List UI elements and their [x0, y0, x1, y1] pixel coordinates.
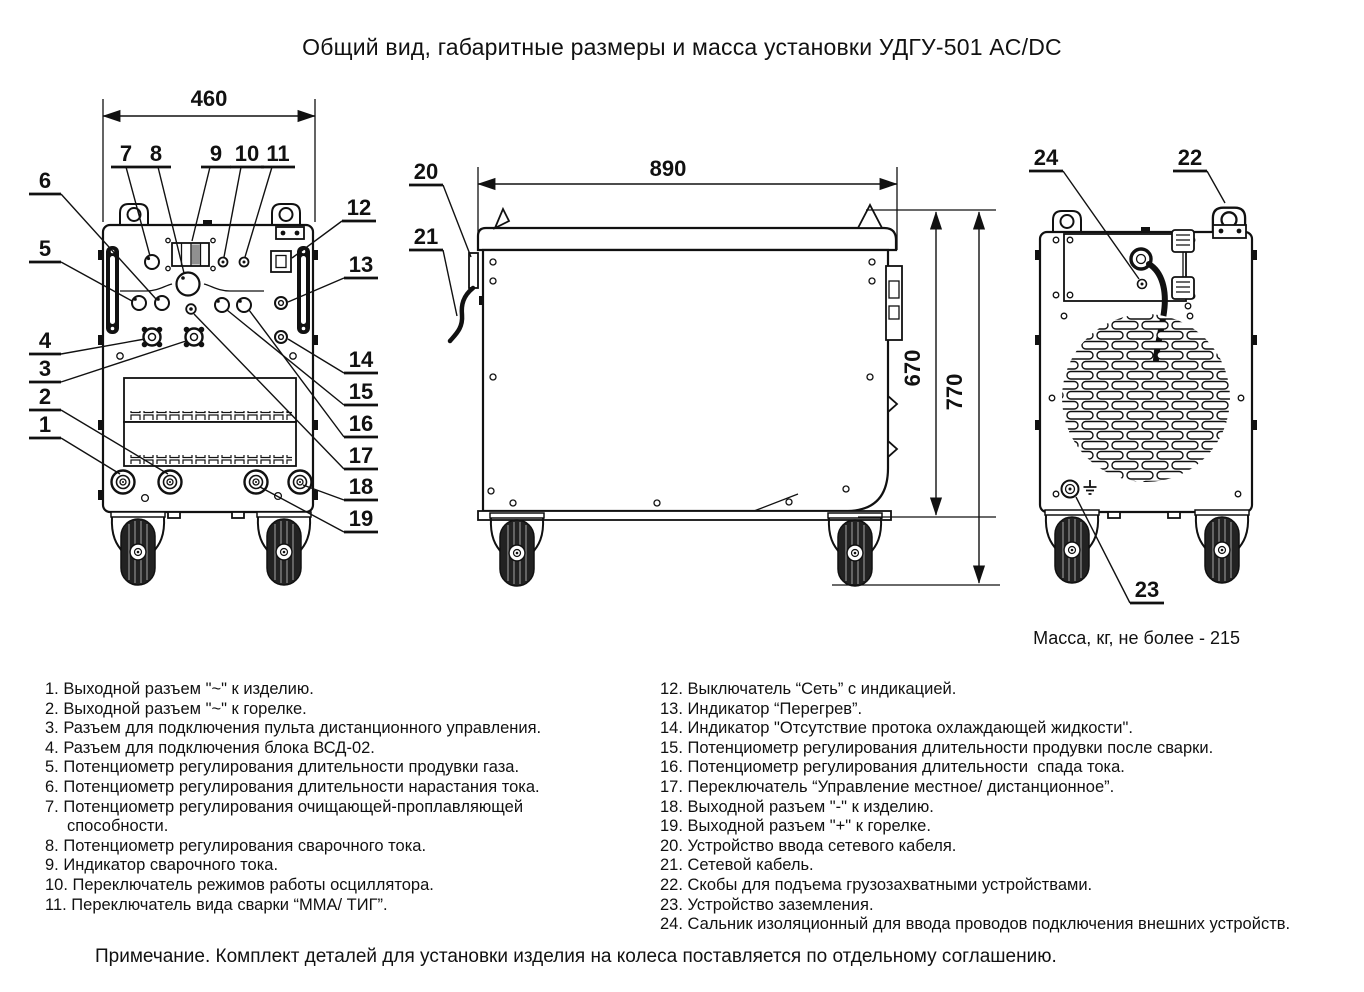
- svg-text:22: 22: [1177, 145, 1203, 170]
- legend-item: 20. Устройство ввода сетевого кабеля.: [660, 836, 957, 855]
- legend-item: 1. Выходной разъем "~" к изделию.: [45, 680, 314, 698]
- svg-text:10: 10: [234, 141, 260, 166]
- callout-21: [409, 224, 457, 316]
- svg-text:670: 670: [900, 349, 925, 387]
- svg-text:18: 18: [348, 474, 374, 499]
- coolant-indicator: [275, 331, 287, 343]
- lifting-lug-icon: [272, 204, 300, 226]
- front-view: [98, 204, 318, 585]
- legend-item: 15. Потенциометр регулирования длительности продувки после сварки.: [660, 738, 1214, 757]
- legend-item: 24. Сальник изоляционный для ввода проводов подключения внешних устройств.: [660, 915, 1291, 934]
- handle-right: [297, 246, 310, 334]
- legend: [45, 680, 1360, 935]
- legend-item: 13. Индикатор “Перегрев”.: [660, 699, 863, 718]
- caster-wheel: [490, 513, 544, 586]
- svg-text:8: 8: [149, 141, 163, 166]
- legend-item: 12. Выключатель “Сеть” с индикацией.: [660, 680, 957, 698]
- legend-item: 2. Выходной разъем "~" к горелке.: [45, 699, 307, 718]
- svg-text:17: 17: [348, 443, 374, 468]
- svg-text:16: 16: [348, 411, 374, 436]
- svg-text:5: 5: [38, 236, 52, 261]
- svg-text:11: 11: [266, 141, 290, 166]
- gas-preflow-knob: [132, 296, 146, 310]
- caster-wheel: [828, 513, 882, 586]
- output-terminal: [159, 471, 182, 494]
- latch: [886, 266, 902, 340]
- svg-text:890: 890: [649, 156, 687, 181]
- svg-text:2: 2: [38, 384, 52, 409]
- svg-text:9: 9: [209, 141, 223, 166]
- legend-column-left: [45, 680, 605, 915]
- legend-item: 21. Сетевой кабель.: [660, 856, 814, 875]
- fan-grille: [1062, 314, 1230, 482]
- legend-item: 18. Выходной разъем "-" к изделию.: [660, 797, 934, 816]
- current-display: [166, 238, 215, 270]
- legend-item: 9. Индикатор сварочного тока.: [45, 856, 279, 875]
- svg-text:4: 4: [38, 328, 52, 353]
- legend-item: 23. Устройство заземления.: [660, 895, 874, 914]
- callout-22: [1173, 145, 1225, 203]
- legend-column-right: [660, 680, 1360, 935]
- svg-text:1: 1: [38, 412, 52, 437]
- cleaning-ratio-knob: [145, 255, 159, 269]
- legend-item: 17. Переключатель “Управление местное/ дистанционное”.: [660, 777, 1115, 796]
- mass-note: Масса, кг, не более - 215: [1033, 628, 1240, 648]
- legend-item: 11. Переключатель вида сварки “ММА/ ТИГ”.: [45, 895, 388, 914]
- svg-text:13: 13: [348, 252, 374, 277]
- page-title: Общий вид, габаритные размеры и масса установки УДГУ-501 AC/DC: [302, 34, 1062, 60]
- legend-item: 19. Выходной разъем "+" к горелке.: [660, 817, 931, 836]
- svg-text:14: 14: [348, 347, 374, 372]
- output-terminal: [289, 471, 312, 494]
- caster-wheel: [257, 512, 311, 585]
- lifting-lug-icon: [120, 204, 148, 226]
- lug-edge: [495, 209, 509, 228]
- control-mode-switch: [186, 304, 196, 314]
- louver-panels: [124, 378, 296, 466]
- postflow-knob: [215, 298, 229, 312]
- overheat-indicator: [275, 297, 287, 309]
- legend-item: 22. Скобы для подъема грузозахватными устройствами.: [660, 875, 1093, 894]
- oscillator-toggle: [219, 258, 228, 267]
- cable-entry: [469, 253, 478, 288]
- output-terminal: [112, 471, 135, 494]
- terminal-panel: [1064, 234, 1186, 301]
- top-cover: [478, 228, 896, 250]
- legend-item: 3. Разъем для подключения пульта дистанционного управления.: [45, 719, 542, 738]
- downslope-knob: [237, 298, 251, 312]
- legend-item: 8. Потенциометр регулирования сварочного тока.: [45, 836, 427, 855]
- lug-edge: [858, 205, 882, 228]
- svg-text:6: 6: [38, 168, 52, 193]
- svg-text:24: 24: [1033, 145, 1059, 170]
- upslope-knob: [155, 296, 169, 310]
- svg-text:20: 20: [413, 159, 439, 184]
- side-view: [450, 205, 902, 586]
- caster-wheel: [111, 512, 165, 585]
- welding-current-knob: [177, 273, 200, 296]
- svg-text:23: 23: [1134, 577, 1160, 602]
- svg-text:460: 460: [190, 86, 228, 111]
- svg-text:7: 7: [119, 141, 133, 166]
- legend-item: 14. Индикатор "Отсутствие протока охлаждающей жидкости".: [660, 719, 1133, 738]
- legend-item: 5. Потенциометр регулирования длительности продувки газа.: [45, 758, 520, 777]
- mains-switch: [271, 251, 291, 272]
- lifting-lug-icon: [1053, 211, 1081, 233]
- svg-text:19: 19: [348, 506, 374, 531]
- svg-text:21: 21: [413, 224, 439, 249]
- legend-item: 4. Разъем для подключения блока ВСД-02.: [45, 738, 375, 757]
- legend-item: 7. Потенциометр регулирования очищающей-проплавляющей способности.: [45, 797, 528, 836]
- footnote: Примечание. Комплект деталей для установки изделия на колеса поставляется по отдельному соглашению.: [95, 946, 1057, 967]
- output-terminal: [245, 471, 268, 494]
- remote-control-connector: [142, 327, 163, 348]
- svg-text:15: 15: [348, 379, 374, 404]
- svg-text:3: 3: [38, 356, 52, 381]
- legend-item: 10. Переключатель режимов работы осциллятора.: [45, 875, 434, 894]
- side-panel: [483, 250, 888, 511]
- mode-toggle: [240, 258, 249, 267]
- rear-view: [1035, 208, 1257, 583]
- caster-wheel: [1195, 510, 1249, 583]
- legend-item: 16. Потенциометр регулирования длительности спада тока.: [660, 758, 1125, 777]
- svg-text:12: 12: [346, 195, 372, 220]
- caster-wheel: [1045, 510, 1099, 583]
- vsd02-connector: [184, 327, 205, 348]
- legend-item: 6. Потенциометр регулирования длительности нарастания тока.: [45, 777, 540, 796]
- svg-text:770: 770: [942, 373, 967, 411]
